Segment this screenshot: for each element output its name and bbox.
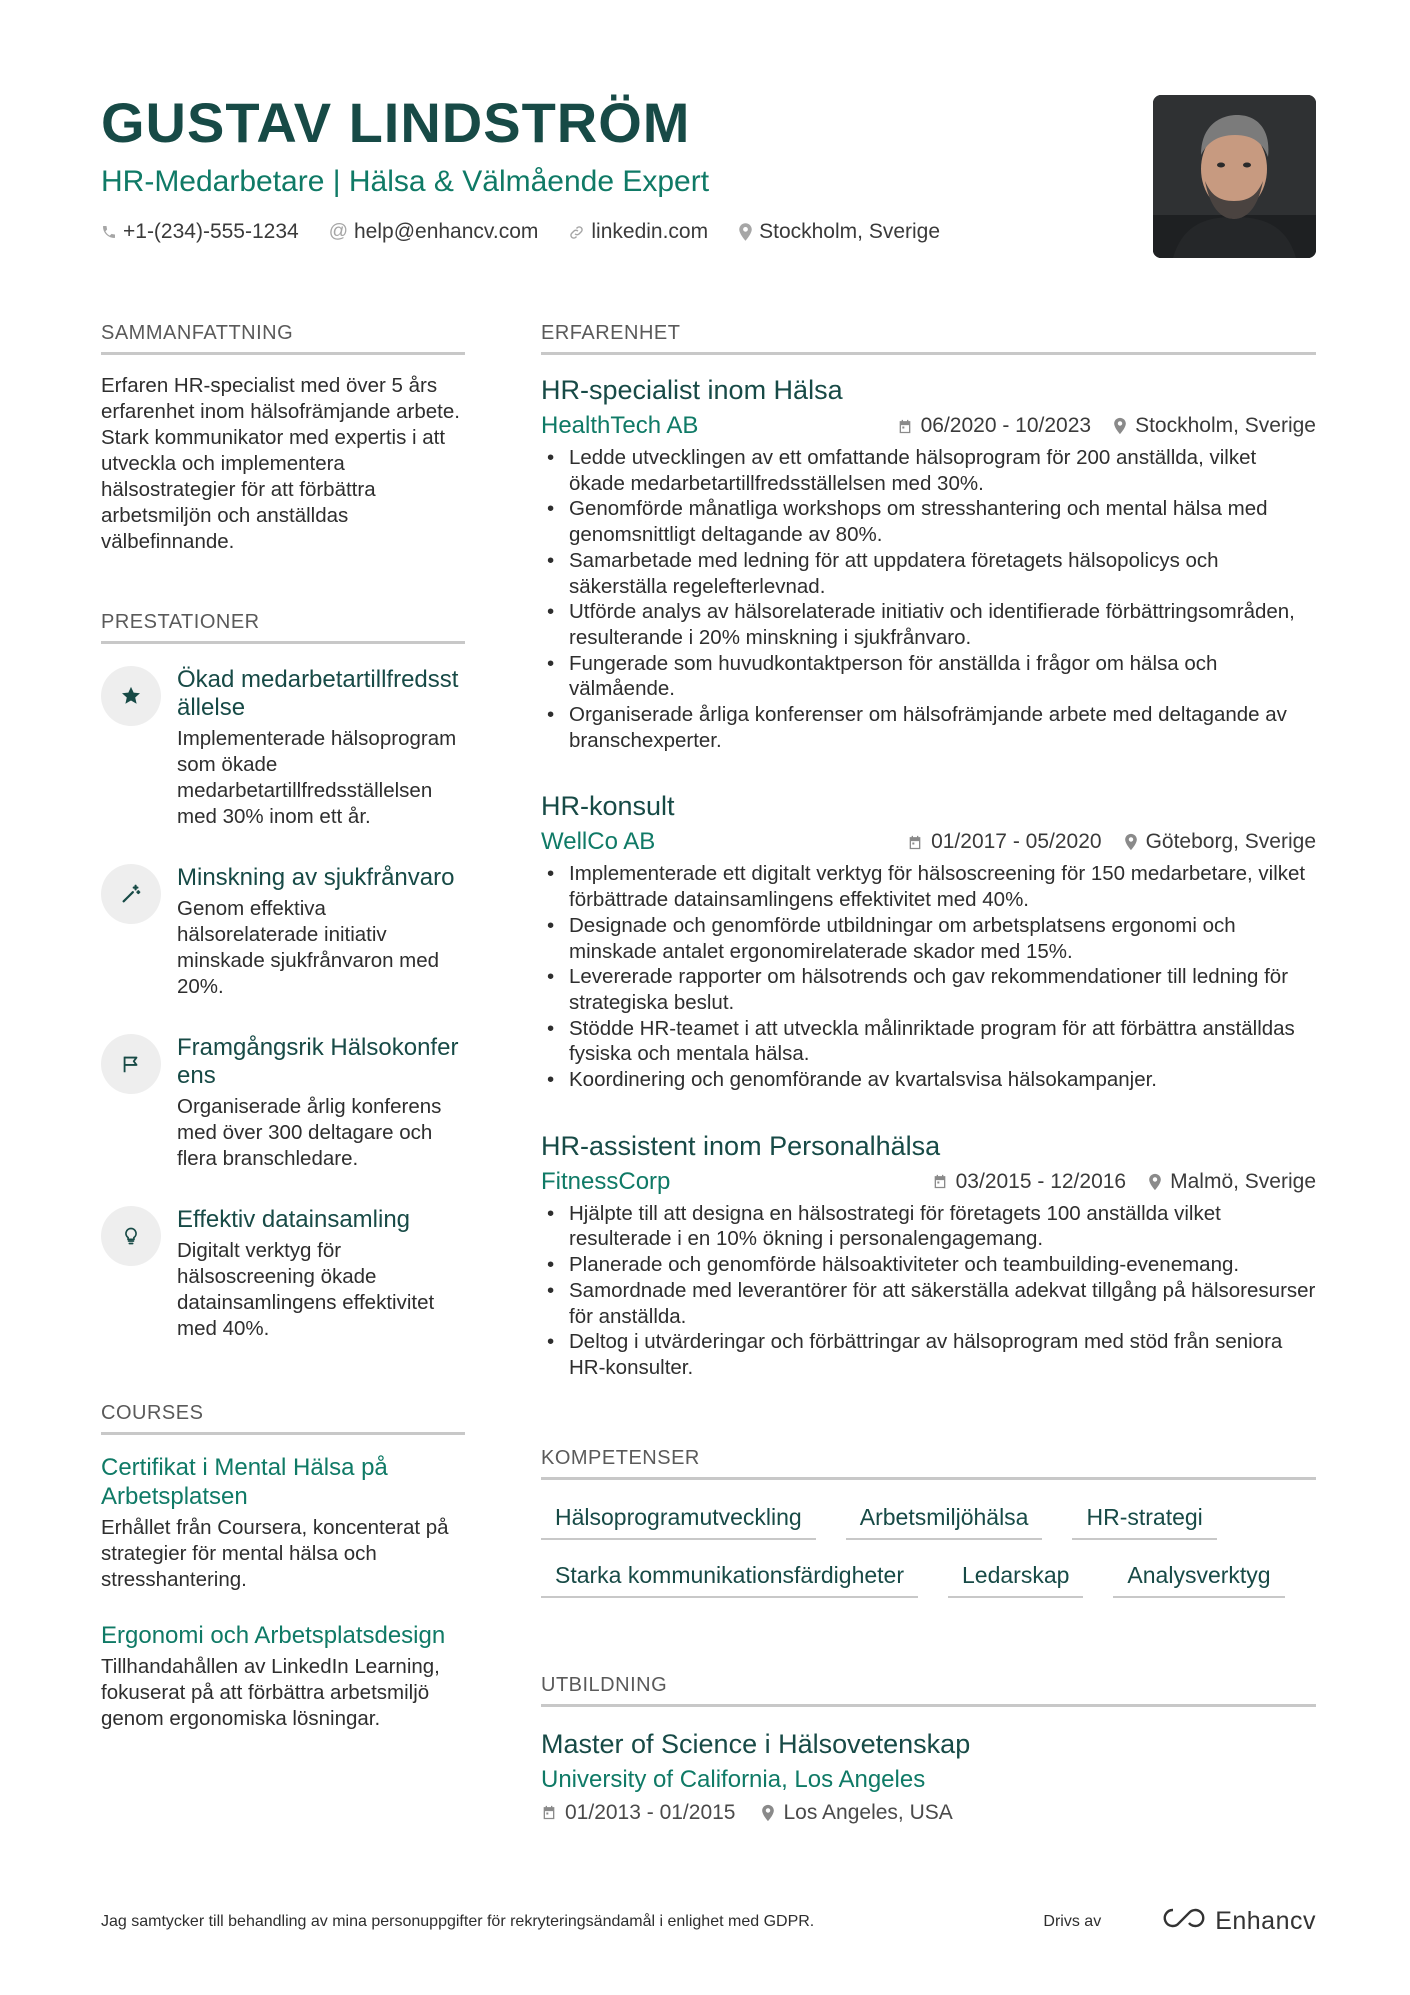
list-item: • Designade och genomförde utbildningar om arbetsplatsens ergonomi och minskade antalet ergonomirelaterade skador med 15%.	[541, 913, 1316, 964]
contact-phone[interactable]	[101, 218, 299, 246]
courses-section	[101, 1400, 465, 1732]
summary-heading: SAMMANFATTNING	[101, 320, 465, 355]
education-location: Los Angeles, USA	[783, 1800, 953, 1824]
lightbulb-icon	[101, 1206, 161, 1266]
education-degree: Master of Science i Hälsovetenskap	[541, 1728, 971, 1759]
enhancv-logo[interactable]	[1161, 1906, 1316, 1937]
skill-tag: Analysverktyg	[1113, 1556, 1284, 1598]
skill-tag: Hälsoprogramutveckling	[541, 1498, 816, 1540]
skill-tag: Starka kommunikationsfärdigheter	[541, 1556, 918, 1598]
magic-wand-icon	[101, 864, 161, 924]
skills-heading: KOMPETENSER	[541, 1445, 1316, 1480]
list-item: • Organiserade årliga konferenser om hälsofrämjande arbete med deltagande av branschexperter.	[541, 702, 1316, 753]
job-location: Göteborg, Sverige	[1145, 830, 1316, 854]
job-dates: 01/2017 - 05/2020	[931, 830, 1102, 854]
achievement-description: Digitalt verktyg för hälsoscreening ökade datainsamlingens effektivitet med 40%.	[177, 1239, 435, 1340]
list-item: • Implementerade ett digitalt verktyg för hälsoscreening för 150 medarbetare, vilket förbättrade datainsamlingens effektivitet med 40%.	[541, 861, 1316, 912]
job-entry	[541, 1129, 1316, 1381]
course-item	[101, 1621, 465, 1732]
calendar-icon	[907, 834, 923, 851]
calendar-icon	[541, 1804, 557, 1821]
list-item: • Deltog i utvärderingar och förbättringar av hälsoprogram med stöd från seniora HR-konsulter.	[541, 1329, 1316, 1380]
course-description: Erhållet från Coursera, koncenterat på strategier för mental hälsa och stresshantering.	[101, 1516, 449, 1591]
achievement-item	[101, 1206, 465, 1342]
education-heading: UTBILDNING	[541, 1672, 1316, 1707]
brand-name: Enhancv	[1215, 1907, 1316, 1935]
location-pin-icon	[761, 1804, 775, 1822]
experience-section	[541, 320, 1316, 1381]
skill-tag: Arbetsmiljöhälsa	[846, 1498, 1043, 1540]
gdpr-consent: Jag samtycker till behandling av mina personuppgifter för rekryteringsändamål i enlighet med GDPR.	[101, 1912, 815, 1930]
job-title: HR-assistent inom Personalhälsa	[541, 1130, 941, 1161]
job-dates: 06/2020 - 10/2023	[920, 414, 1092, 437]
powered-by-label: Drivs av	[1043, 1912, 1102, 1930]
location-pin-icon	[1113, 417, 1127, 435]
list-item: • Koordinering och genomförande av kvartalsvisa hälsokampanjer.	[541, 1067, 1316, 1093]
achievement-item	[101, 1034, 465, 1172]
avatar-image	[1153, 95, 1316, 258]
list-item: • Stödde HR-teamet i att utveckla målinriktade program för att förbättra anställdas fysiska och mentala hälsa.	[541, 1016, 1316, 1067]
job-bullets	[541, 861, 1316, 1092]
candidate-name: GUSTAV LINDSTRÖM	[101, 91, 691, 154]
contact-email[interactable]	[329, 218, 539, 246]
course-description: Tillhandahållen av LinkedIn Learning, fokuserat på att förbättra arbetsmiljö genom ergonomiska lösningar.	[101, 1655, 440, 1730]
courses-heading: COURSES	[101, 1400, 465, 1435]
job-location: Stockholm, Sverige	[1135, 414, 1316, 437]
job-company: FitnessCorp	[541, 1167, 671, 1195]
list-item: • Levererade rapporter om hälsotrends och gav rekommendationer till ledning för strategiska beslut.	[541, 964, 1316, 1015]
list-item: • Hjälpte till att designa en hälsostrategi för företagets 100 anställda vilket resulterade i en 10% ökning i personalengagemang.	[541, 1201, 1316, 1252]
skill-tag: HR-strategi	[1072, 1498, 1216, 1540]
job-company: HealthTech AB	[541, 412, 699, 439]
left-column	[101, 320, 465, 1732]
skills-section	[541, 1445, 1316, 1598]
achievement-description: Genom effektiva hälsorelaterade initiativ minskade sjukfrånvaron med 20%.	[177, 897, 440, 998]
course-item	[101, 1453, 465, 1593]
course-title: Certifikat i Mental Hälsa på Arbetsplatsen	[101, 1454, 388, 1510]
job-location: Malmö, Sverige	[1170, 1169, 1316, 1193]
experience-heading: ERFARENHET	[541, 320, 1316, 355]
contact-bar	[101, 218, 1151, 246]
summary-section	[101, 320, 465, 555]
job-bullets	[541, 1201, 1316, 1381]
location-pin-icon	[1148, 1173, 1162, 1191]
location-pin-icon	[1124, 833, 1138, 851]
job-title: HR-konsult	[541, 791, 675, 822]
calendar-icon	[897, 418, 913, 435]
at-icon: @	[328, 221, 348, 242]
location-text: Stockholm, Sverige	[759, 220, 941, 243]
achievement-title: Ökad medarbetartillfredsställelse	[177, 666, 459, 721]
contact-location	[738, 218, 940, 246]
skill-tag: Ledarskap	[948, 1556, 1083, 1598]
list-item: • Samordnade med leverantörer för att säkerställa adekvat tillgång på hälsoresurser för anställda.	[541, 1278, 1316, 1329]
achievements-heading: PRESTATIONER	[101, 609, 465, 644]
list-item: • Planerade och genomförde hälsoaktiviteter och teambuilding-evenemang.	[541, 1252, 1316, 1278]
profile-photo	[1153, 95, 1316, 258]
job-entry	[541, 789, 1316, 1092]
list-item: • Samarbetade med ledning för att uppdatera företagets hälsopolicys och säkerställa regelefterlevnad.	[541, 548, 1316, 599]
achievement-title: Minskning av sjukfrånvaro	[177, 864, 455, 891]
job-company: WellCo AB	[541, 828, 656, 856]
header	[101, 90, 1151, 246]
phone-text: +1-(234)-555-1234	[123, 220, 299, 243]
contact-linkedin[interactable]	[568, 218, 708, 246]
footer	[101, 1906, 1316, 1937]
education-dates: 01/2013 - 01/2015	[565, 1800, 736, 1824]
list-item: • Ledde utvecklingen av ett omfattande hälsoprogram för 200 anställda, vilket ökade medarbetartillfredsställelsen med 30%.	[541, 445, 1316, 496]
flag-icon	[101, 1034, 161, 1094]
achievement-item	[101, 864, 465, 1000]
job-title: HR-specialist inom Hälsa	[541, 375, 843, 405]
linkedin-text: linkedin.com	[591, 220, 709, 243]
job-entry	[541, 373, 1316, 753]
location-pin-icon	[738, 223, 753, 241]
achievement-title: Framgångsrik Hälsokonferens	[177, 1034, 459, 1089]
calendar-icon	[932, 1173, 948, 1190]
course-title: Ergonomi och Arbetsplatsdesign	[101, 1622, 446, 1649]
education-school: University of California, Los Angeles	[541, 1765, 926, 1793]
headline: HR-Medarbetare | Hälsa & Välmående Expert	[101, 165, 710, 198]
job-bullets	[541, 445, 1316, 753]
list-item: • Genomförde månatliga workshops om stresshantering och mental hälsa med genomsnittligt deltagande av 80%.	[541, 496, 1316, 547]
achievement-description: Organiserade årlig konferens med över 300 deltagare och flera branschledare.	[177, 1095, 442, 1170]
achievement-title: Effektiv datainsamling	[177, 1206, 411, 1233]
infinity-icon	[1161, 1906, 1207, 1937]
list-item: • Utförde analys av hälsorelaterade initiativ och identifierade förbättringsområden, resulterande i 20% minskning i sjukfrånvaro.	[541, 599, 1316, 650]
job-dates: 03/2015 - 12/2016	[955, 1169, 1127, 1193]
achievements-section	[101, 609, 465, 1342]
education-section	[541, 1672, 1316, 1825]
achievement-description: Implementerade hälsoprogram som ökade medarbetartillfredsställelsen med 30% inom ett år.	[177, 727, 457, 828]
star-icon	[101, 666, 161, 726]
right-column	[541, 320, 1316, 1825]
achievement-item	[101, 666, 465, 830]
skills-list	[541, 1498, 1316, 1598]
email-text: help@enhancv.com	[354, 220, 539, 243]
summary-text: Erfaren HR-specialist med över 5 års erfarenhet inom hälsofrämjande arbete. Stark kommunikator med expertis i att utveckla och implementera hälsostrategier för att förbättra arbetsmiljön och anställdas välbefinnande.	[101, 374, 460, 553]
link-icon	[568, 224, 585, 241]
phone-icon	[101, 224, 117, 240]
list-item: • Fungerade som huvudkontaktperson för anställda i frågor om hälsa och välmående.	[541, 651, 1316, 702]
